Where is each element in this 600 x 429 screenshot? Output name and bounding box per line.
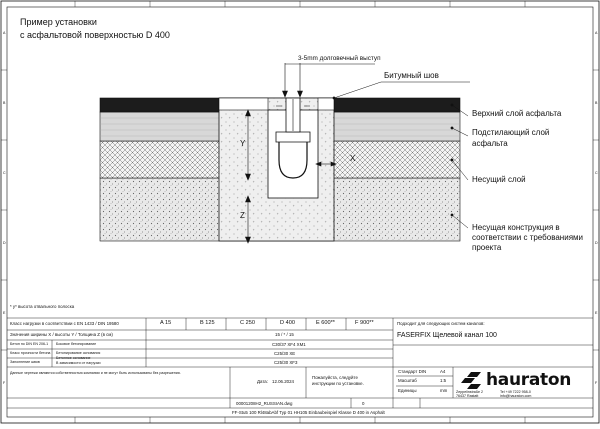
dimension-y: Y bbox=[240, 139, 246, 148]
border-mark-right-a: A bbox=[595, 31, 598, 35]
standard-value: A4 bbox=[440, 369, 446, 374]
title-line-2: с асфальтовой поверхностью D 400 bbox=[20, 30, 170, 40]
class-d400: D 400 bbox=[280, 320, 295, 326]
footnote: * у* высота отвального полоска bbox=[10, 304, 75, 309]
border-mark-left-c: C bbox=[3, 171, 6, 175]
date-label: Дата: bbox=[257, 379, 268, 384]
purpose-label: Подходит для следующих систем каналов: bbox=[397, 321, 485, 326]
email: info@hauraton.com bbox=[500, 394, 532, 398]
note-line-1: Пожалуйста, следуйте bbox=[312, 375, 358, 380]
dimension-x: X bbox=[350, 154, 356, 163]
address-line-1: Zeppelinstraße 2 bbox=[456, 390, 483, 394]
label-bitumen-joint: Битумный шов bbox=[384, 71, 439, 80]
scale-value: 1:5 bbox=[440, 378, 447, 383]
file-reference: FF-Stu5 100 Rl48abAbf Typ 01 HH105 Einbaubeispiel Klasse D 400 in Asphalt bbox=[232, 410, 385, 415]
border-mark-left-e: E bbox=[3, 311, 6, 315]
dimensions-value: 15 / * / 15 bbox=[275, 332, 294, 337]
class-c250: C 250 bbox=[240, 320, 255, 326]
left-note-3: Заполнение швов bbox=[10, 360, 40, 364]
mid-note-1: Боковое бетонирование bbox=[56, 342, 97, 346]
border-mark-right-d: D bbox=[595, 241, 598, 245]
label-binder-line2: асфальта bbox=[472, 139, 508, 148]
concrete-class-1: C30/37 XF4 XM1 bbox=[272, 342, 306, 347]
annotation-gap: 3-5mm долговечный выступ bbox=[298, 55, 381, 62]
border-mark-right-b: B bbox=[595, 101, 598, 105]
note-line-2: инструкции по установке. bbox=[312, 381, 364, 386]
concrete-class-2: C25/30 XE bbox=[274, 351, 296, 356]
left-note-2: Класс прочности бетона bbox=[10, 351, 51, 355]
label-top-asphalt: Верхний слой асфальта bbox=[472, 109, 562, 118]
address-line-2: 76437 Rastatt bbox=[456, 394, 479, 398]
border-mark-right-e: E bbox=[595, 311, 598, 315]
left-note-1: Бетон по DIN EN 206-1 bbox=[10, 342, 49, 346]
label-subbase-line2: соответствии с требованиями bbox=[472, 233, 583, 242]
disclaimer: Данные чертежи являются собственностью компании и не могут быть использованы без разрешения. bbox=[10, 371, 181, 375]
label-subbase-line3: проекта bbox=[472, 243, 502, 252]
load-class-header: Класс нагрузки в соответствии с EN 1433 / DIN 19580 bbox=[10, 321, 119, 326]
standard-label: Стандарт DIN bbox=[398, 369, 427, 374]
label-subbase-line1: Несущая конструкция в bbox=[472, 223, 560, 232]
border-mark-left-f: F bbox=[3, 381, 6, 385]
dimension-z: Z bbox=[240, 211, 245, 220]
hauraton-logo-icon bbox=[461, 372, 481, 389]
mid-note-3: Бетонное основание bbox=[56, 356, 91, 360]
class-b125: B 125 bbox=[200, 320, 215, 326]
label-base-layer: Несущий слой bbox=[472, 175, 526, 184]
units-value: mm bbox=[440, 388, 448, 393]
border-mark-left-a: A bbox=[3, 31, 6, 35]
mid-note-4: В зависимости от нагрузки bbox=[56, 361, 101, 365]
border-mark-right-c: C bbox=[595, 171, 598, 175]
class-a15: A 15 bbox=[160, 320, 172, 326]
drawing-number: 00001208H2_RUSSIAN.dwg bbox=[236, 401, 293, 406]
date-value: 12.06.2024 bbox=[272, 379, 294, 384]
brand-name: hauraton bbox=[486, 370, 572, 390]
product-name: FASERFIX Щелевой канал 100 bbox=[397, 332, 497, 339]
border-mark-right-f: F bbox=[595, 381, 598, 385]
title-line-1: Пример установки bbox=[20, 17, 97, 27]
border-mark-left-b: B bbox=[3, 101, 6, 105]
border-mark-left-d: D bbox=[3, 241, 6, 245]
class-f900: F 900** bbox=[355, 320, 374, 326]
mid-note-2: Бетонирование основания bbox=[56, 351, 101, 355]
label-binder-line1: Подстилающий слой bbox=[472, 128, 550, 137]
revision: 0 bbox=[362, 401, 365, 406]
concrete-class-3: C25/30 XF3 bbox=[274, 360, 298, 365]
scale-label: Масштаб bbox=[398, 378, 417, 383]
units-label: Единицы bbox=[398, 388, 417, 393]
phone: Tel +49 7222 958-0 bbox=[500, 390, 531, 394]
dimensions-label: Значения ширины Х / высоты Y / Толщина Z (в см) bbox=[10, 332, 113, 337]
class-e600: E 600** bbox=[316, 320, 335, 326]
